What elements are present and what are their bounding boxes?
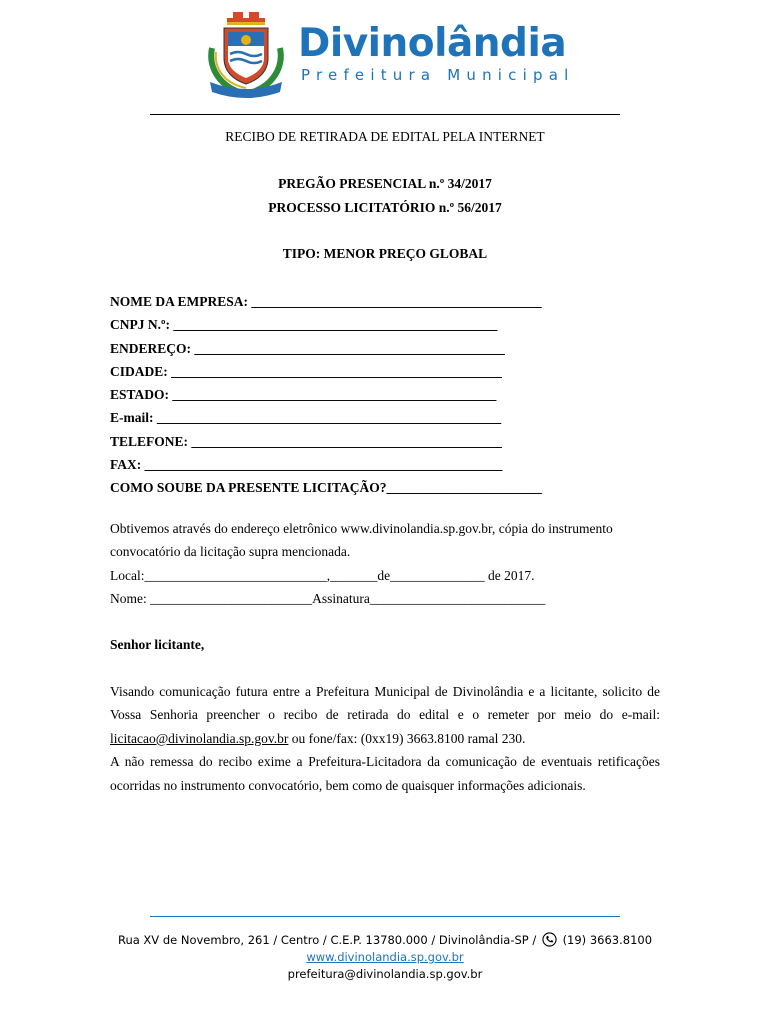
instructions-part1: Visando comunicação futura entre a Prefeitura Municipal de Divinolândia e a licitante, solicito de Vossa Senhoria preencher o recibo de retirada do edital e o remeter por meio do e-mail: bbox=[110, 684, 660, 723]
processo-number: PROCESSO LICITATÓRIO n.º 56/2017 bbox=[268, 200, 502, 215]
document-title: RECIBO DE RETIRADA DE EDITAL PELA INTERNET bbox=[225, 129, 545, 144]
letterhead bbox=[200, 8, 580, 98]
instructions-part2: ou fone/fax: (0xx19) 3663.8100 ramal 230. bbox=[288, 730, 526, 746]
email-link[interactable]: licitacao@divinolandia.sp.gov.br bbox=[110, 730, 289, 746]
tipo-label: TIPO: MENOR PREÇO GLOBAL bbox=[282, 246, 488, 261]
local-date-line[interactable]: Local:___________________________,_______de______________ de 2017. bbox=[110, 567, 535, 583]
receipt-block bbox=[110, 517, 660, 611]
instructions-text bbox=[110, 680, 660, 750]
footer-address: Rua XV de Novembro, 261 / Centro / C.E.P. 13780.000 / Divinolândia-SP / bbox=[117, 933, 537, 947]
field-email[interactable]: E-mail: ___________________________________________________ bbox=[110, 410, 502, 426]
brand-subtitle: Prefeitura Municipal bbox=[301, 66, 575, 84]
field-estado[interactable]: ESTADO: ________________________________________________ bbox=[110, 387, 497, 403]
field-endereco[interactable]: ENDEREÇO: ______________________________________________ bbox=[110, 340, 505, 356]
field-como-soube[interactable]: COMO SOUBE DA PRESENTE LICITAÇÃO?_______________________ bbox=[110, 480, 542, 496]
municipal-coat-of-arms-icon bbox=[200, 8, 292, 100]
phone-icon bbox=[542, 932, 557, 947]
field-telefone[interactable]: TELEFONE: ______________________________________________ bbox=[110, 433, 502, 449]
company-form bbox=[110, 290, 542, 500]
receipt-statement: Obtivemos através do endereço eletrônico www.divinolandia.sp.gov.br, cópia do instrumento convocatório da licitação supra mencionada. bbox=[110, 521, 613, 560]
field-nome-empresa[interactable]: NOME DA EMPRESA: ___________________________________________ bbox=[110, 294, 542, 309]
salutation: Senhor licitante, bbox=[110, 637, 205, 652]
footer-website-link[interactable]: www.divinolandia.sp.gov.br bbox=[306, 950, 464, 964]
brand-name: Divinolândia bbox=[298, 21, 567, 66]
pregao-number: PREGÃO PRESENCIAL n.º 34/2017 bbox=[278, 176, 492, 191]
footer-phone: (19) 3663.8100 bbox=[562, 933, 653, 947]
header-divider bbox=[150, 114, 620, 115]
footer-address-line bbox=[0, 932, 770, 949]
footer-divider bbox=[150, 916, 620, 917]
notice-text: A não remessa do recibo exime a Prefeitura-Licitadora da comunicação de eventuais retificações ocorridas no instrumento convocatório, bem como de quaisquer informações adicionais. bbox=[110, 754, 660, 793]
footer-email: prefeitura@divinolandia.sp.gov.br bbox=[287, 967, 483, 981]
field-cidade[interactable]: CIDADE: _________________________________________________ bbox=[110, 363, 502, 379]
field-cnpj[interactable]: CNPJ N.º: ________________________________________________ bbox=[110, 317, 498, 333]
field-fax[interactable]: FAX: _____________________________________________________ bbox=[110, 457, 503, 473]
instructions-paragraph bbox=[110, 680, 660, 797]
name-signature-line[interactable]: Nome: ________________________Assinatura__________________________ bbox=[110, 591, 546, 607]
